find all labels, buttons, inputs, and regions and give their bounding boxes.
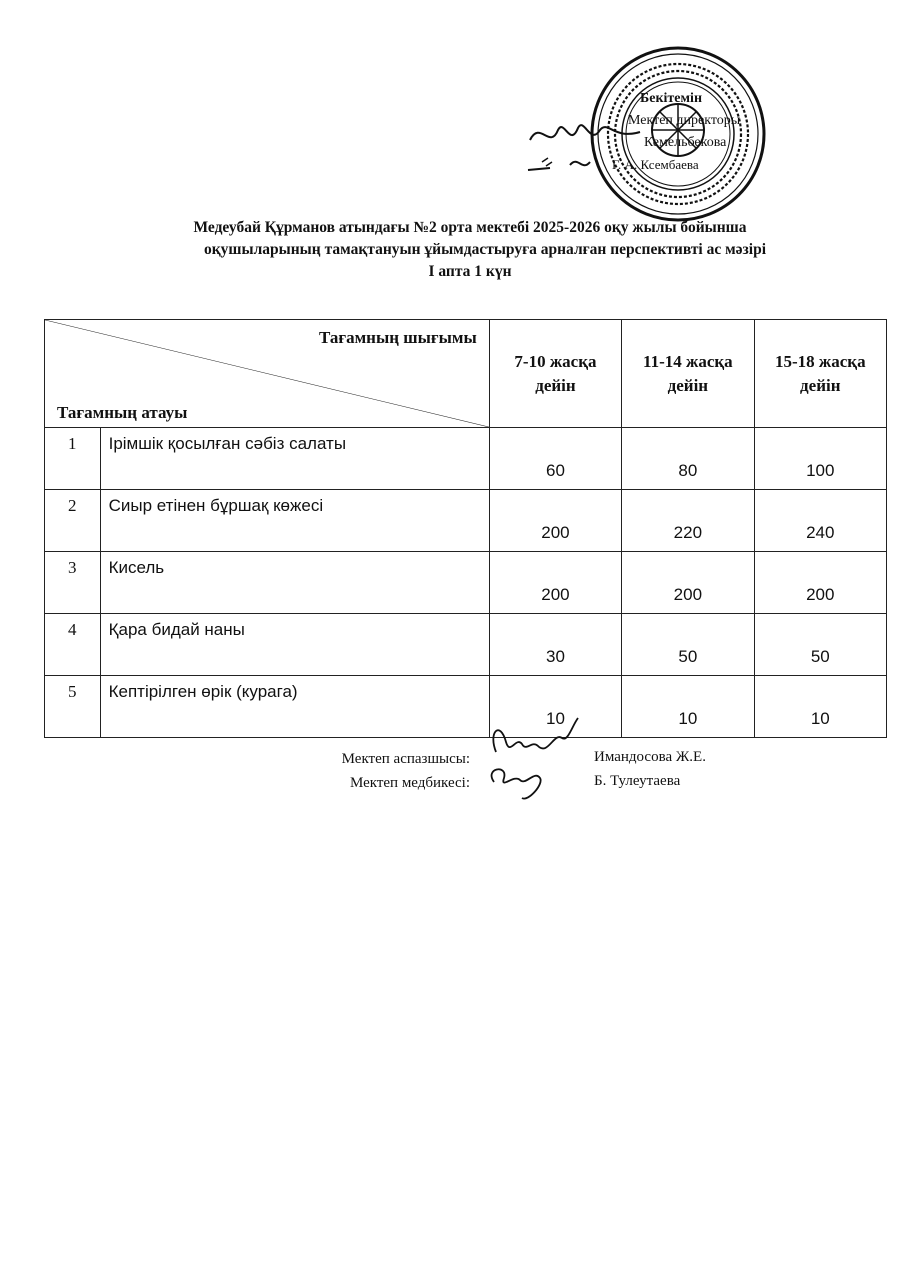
dish-name: Кисель xyxy=(100,552,489,614)
header-name-label: Тағамның атауы xyxy=(57,403,188,422)
header-output-label: Тағамның шығымы xyxy=(318,328,477,347)
dish-name: Қара бидай наны xyxy=(100,614,489,676)
approval-line-3: Кемельбекова xyxy=(644,135,727,150)
row-number: 1 xyxy=(45,428,101,490)
portion-11-14: 50 xyxy=(622,614,754,676)
row-number: 4 xyxy=(45,614,101,676)
age-col-7-10: 7-10 жасқа дейін xyxy=(489,320,621,428)
portion-11-14: 200 xyxy=(622,552,754,614)
row-number: 2 xyxy=(45,490,101,552)
portion-7-10: 200 xyxy=(489,552,621,614)
portion-7-10: 200 xyxy=(489,490,621,552)
title-line-2: оқушыларының тамақтануын ұйымдастыруға арналған перспективті ас мәзірі xyxy=(203,241,767,258)
portion-15-18: 100 xyxy=(754,428,886,490)
portion-11-14: 10 xyxy=(622,676,754,738)
table-row xyxy=(45,676,887,738)
table-header-row xyxy=(45,320,887,428)
approval-line-4: Г. А. Ксембаева xyxy=(612,157,699,172)
portion-15-18: 10 xyxy=(754,676,886,738)
row-number: 5 xyxy=(45,676,101,738)
portion-7-10: 60 xyxy=(489,428,621,490)
portion-11-14: 220 xyxy=(622,490,754,552)
title-line-3: І апта 1 күн xyxy=(428,263,512,280)
portion-11-14: 80 xyxy=(622,428,754,490)
handwritten-signature-icon xyxy=(478,712,588,807)
cook-name: Имандосова Ж.Е. xyxy=(594,749,706,765)
approval-line-1: Бекітемін xyxy=(640,91,703,106)
dish-name: Сиыр етінен бұршақ көжесі xyxy=(100,490,489,552)
nurse-name: Б. Тулеутаева xyxy=(594,773,681,789)
table-row xyxy=(45,614,887,676)
signature-labels xyxy=(300,747,470,795)
cook-label: Мектеп аспазшысы: xyxy=(341,751,470,767)
portion-7-10: 30 xyxy=(489,614,621,676)
approval-line-2: Мектеп директоры xyxy=(628,113,741,128)
signature-names xyxy=(594,745,706,793)
portion-15-18: 200 xyxy=(754,552,886,614)
row-number: 3 xyxy=(45,552,101,614)
official-stamp-icon xyxy=(588,44,768,224)
dish-name: Ірімшік қосылған сәбіз салаты xyxy=(100,428,489,490)
portion-7-10: 10 xyxy=(489,676,621,738)
portion-15-18: 240 xyxy=(754,490,886,552)
table-row xyxy=(45,552,887,614)
age-col-15-18: 15-18 жасқа дейін xyxy=(754,320,886,428)
table-row xyxy=(45,428,887,490)
title-line-1: Медеубай Құрманов атындағы №2 орта мектебі 2025-2026 оқу жылы бойынша xyxy=(193,219,747,236)
nurse-label: Мектеп медбикесі: xyxy=(349,775,470,791)
age-col-11-14: 11-14 жасқа дейін xyxy=(622,320,754,428)
table-row xyxy=(45,490,887,552)
menu-table xyxy=(44,319,887,738)
portion-15-18: 50 xyxy=(754,614,886,676)
document-title xyxy=(100,217,840,283)
diagonal-header-cell xyxy=(45,320,490,428)
dish-name: Кептірілген өрік (курага) xyxy=(100,676,489,738)
